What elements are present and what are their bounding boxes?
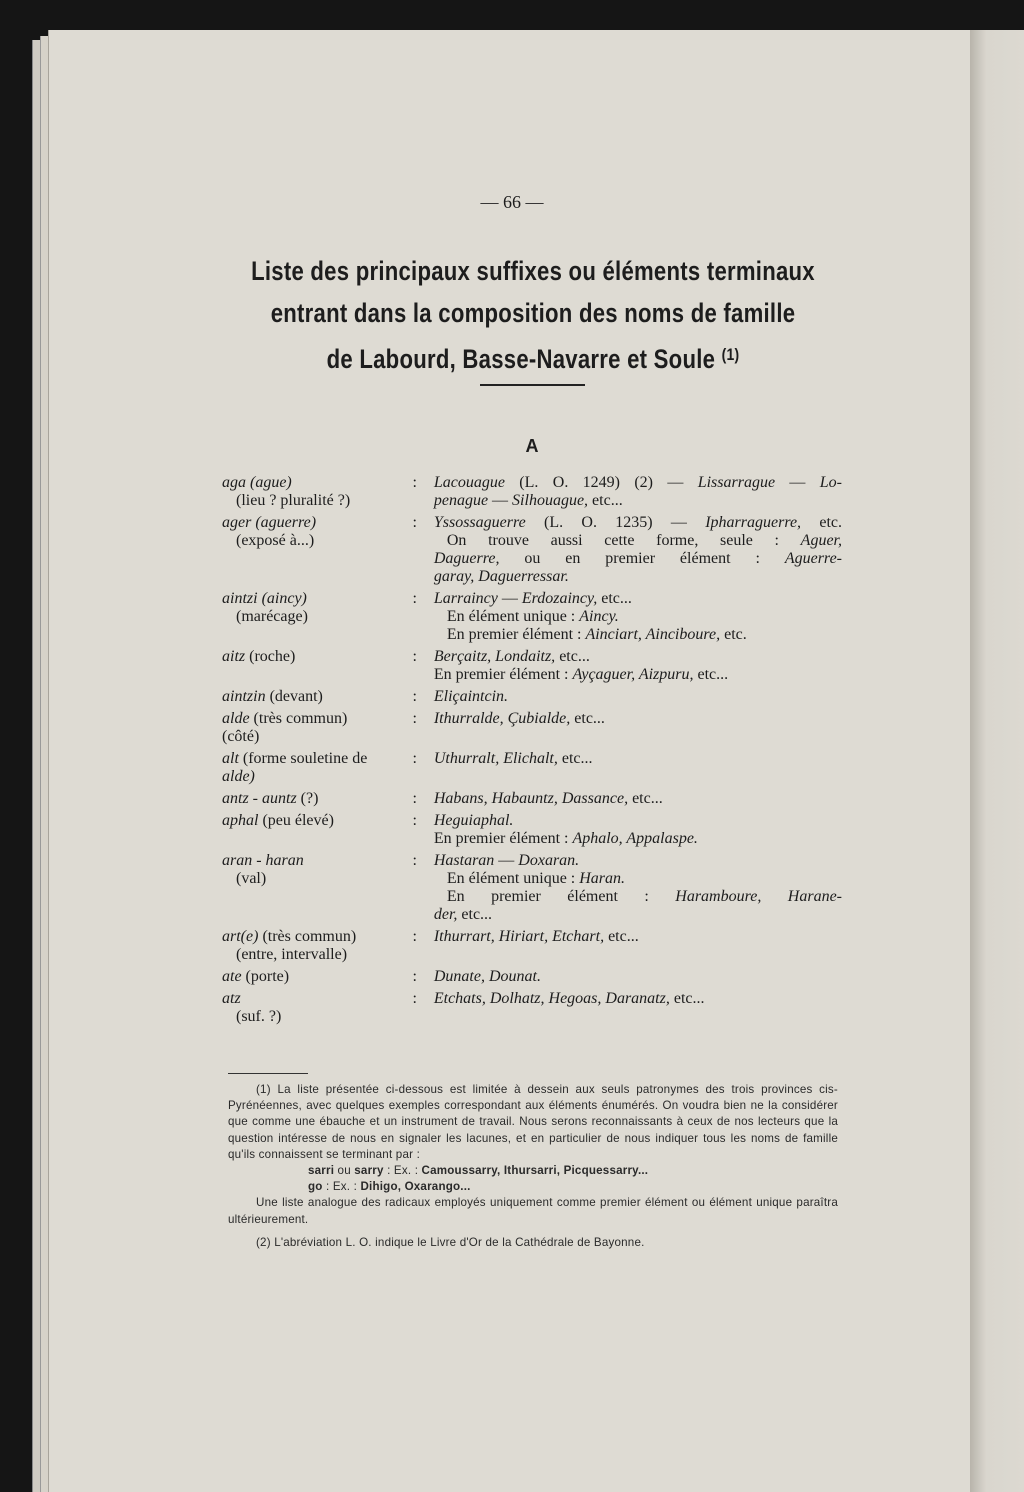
italic-text: aintzin: [222, 688, 266, 705]
text: En premier élément :: [446, 626, 586, 643]
list-entry: [222, 688, 842, 706]
example-line: [434, 688, 842, 706]
text: En premier élément :: [433, 666, 573, 683]
italic-text: Ipharraguerre,: [705, 514, 802, 531]
text: —: [497, 590, 522, 607]
italic-text: Lissarrague: [697, 474, 776, 491]
text: : Ex. :: [383, 1164, 422, 1178]
italic-text: Haran.: [579, 870, 626, 887]
footnote-example: [228, 1179, 838, 1195]
example-line: [434, 550, 842, 568]
footnote-ref: (1): [721, 345, 740, 364]
colon: :: [412, 688, 417, 705]
text: En élément unique :: [446, 608, 580, 625]
page-title: [96, 250, 970, 380]
example-line: [434, 750, 842, 768]
italic-text: antz - auntz: [222, 790, 297, 807]
italic-text: Aincy.: [579, 608, 619, 625]
text: (suf. ?): [236, 1008, 282, 1025]
colon: :: [412, 928, 417, 945]
term-line: [222, 870, 412, 888]
term-line: [222, 852, 412, 870]
italic-text: penague: [433, 492, 489, 509]
term-line: [222, 946, 412, 964]
examples: [434, 590, 842, 644]
example-line: [434, 990, 842, 1008]
list-entry: [222, 812, 842, 848]
colon: :: [412, 990, 417, 1007]
footnote-1-continued: Une liste analogue des radicaux employés uniquement comme premier élément ou élément unique paraîtra ultérieurement.: [228, 1196, 838, 1226]
colon: :: [412, 852, 417, 869]
italic-text: Ithurralde, Çubialde,: [433, 710, 571, 727]
text: (val): [236, 870, 267, 887]
text: En premier élément :: [433, 830, 573, 847]
text: En premier élément :: [446, 888, 676, 905]
examples: [434, 688, 842, 706]
footnote-divider: [228, 1073, 308, 1074]
term-line: [222, 928, 412, 946]
italic-text: alde): [222, 768, 255, 785]
italic-text: Aguer,: [800, 532, 842, 549]
suffix-term: [222, 710, 412, 746]
colon: :: [412, 474, 417, 491]
title-line: Liste des principaux suffixes ou éléments terminaux: [251, 256, 815, 286]
list-entry: [222, 710, 842, 746]
italic-text: Dunate, Dounat.: [433, 968, 541, 985]
text: (très commun): [249, 710, 348, 727]
italic-text: der,: [433, 906, 458, 923]
colon: :: [412, 790, 417, 807]
text: etc...: [557, 750, 593, 767]
suffix-term: [222, 514, 412, 586]
italic-text: aitz: [222, 648, 246, 665]
title-text: de Labourd, Basse-Navarre et Soule: [326, 344, 716, 374]
list-entry: [222, 928, 842, 964]
text: (devant): [265, 688, 323, 705]
title-divider: [480, 384, 585, 386]
italic-text: Habans, Habauntz, Dassance,: [433, 790, 629, 807]
examples: [434, 928, 842, 964]
suffix: go: [308, 1180, 323, 1194]
text: (porte): [241, 968, 290, 985]
italic-text: aphal: [222, 812, 259, 829]
term-line: [222, 750, 412, 768]
italic-text: Yssossaguerre: [433, 514, 526, 531]
suffix-list: [222, 474, 842, 1030]
example-line: [434, 514, 842, 532]
text: etc...: [604, 928, 639, 945]
text: etc...: [628, 790, 663, 807]
term-line: [222, 990, 412, 1008]
text: etc.: [801, 514, 842, 531]
example-line: [434, 928, 842, 946]
example-line: [434, 568, 842, 586]
text: : Ex. :: [322, 1180, 361, 1194]
list-entry: [222, 968, 842, 986]
examples: [434, 710, 842, 746]
list-entry: [222, 990, 842, 1026]
italic-text: Eliçaintcin.: [433, 688, 509, 705]
facing-page-edge: [970, 30, 1024, 1492]
examples: [434, 990, 842, 1026]
list-entry: [222, 590, 842, 644]
suffix-term: [222, 852, 412, 924]
example-line: [434, 608, 842, 626]
text: (?): [296, 790, 319, 807]
term-line: [222, 1008, 412, 1026]
list-entry: [222, 474, 842, 510]
colon: :: [412, 750, 417, 767]
text: ou: [334, 1164, 355, 1178]
text: etc...: [588, 492, 623, 509]
term-line: [222, 710, 412, 728]
italic-text: aga (ague): [222, 474, 292, 491]
italic-text: alt: [222, 750, 239, 767]
term-line: [222, 812, 412, 830]
example-line: [434, 968, 842, 986]
italic-text: Ainciart, Ainciboure,: [585, 626, 721, 643]
text: etc...: [555, 648, 590, 665]
italic-text: Larraincy: [433, 590, 498, 607]
italic-text: Heguiaphal.: [433, 812, 514, 829]
text: (forme souletine de: [238, 750, 368, 767]
suffix-term: [222, 474, 412, 510]
example-line: [434, 590, 842, 608]
colon: :: [412, 590, 417, 607]
text: (marécage): [236, 608, 308, 625]
term-line: [222, 728, 412, 746]
text: —: [775, 474, 820, 491]
term-line: [222, 474, 412, 492]
italic-text: aran - haran: [222, 852, 304, 869]
suffix-term: [222, 990, 412, 1026]
footnote-example: [228, 1163, 838, 1179]
examples: [434, 968, 842, 986]
footnotes: [228, 1082, 838, 1251]
example-line: [434, 710, 842, 728]
term-line: [222, 648, 412, 666]
text: En élément unique :: [446, 870, 580, 887]
examples: [434, 514, 842, 586]
italic-text: Aguerre-: [784, 550, 842, 567]
text: (roche): [245, 648, 296, 665]
italic-text: aintzi (aincy): [222, 590, 307, 607]
example-names: Dihigo, Oxarango...: [360, 1180, 471, 1194]
footnote-1: (1) La liste présentée ci-dessous est limitée à dessein aux seuls patronymes des trois provinces cis-Pyrénéennes, avec quelques exemples correspondant aux éléments énumérés. On voudra bien ne la considérer que comme une ébauche et un instrument de travail. Nous serons reconnaissants à ceux de nos lecteurs que la question intéresse de nous en signaler les lacunes, et en particulier de nous indiquer tous les noms de famille qu'ils connaissent se terminant par :: [228, 1083, 838, 1161]
suffix-term: [222, 968, 412, 986]
italic-text: Haramboure, Harane-: [675, 888, 842, 905]
examples: [434, 648, 842, 684]
suffix-term: [222, 790, 412, 808]
italic-text: Aphalo, Appalaspe.: [572, 830, 698, 847]
text: (peu élevé): [258, 812, 334, 829]
colon: :: [412, 514, 417, 531]
suffix: sarri: [308, 1164, 335, 1178]
term-line: [222, 790, 412, 808]
text: etc.: [720, 626, 747, 643]
suffix-term: [222, 648, 412, 684]
term-line: [222, 492, 412, 510]
italic-text: Ithurrart, Hiriart, Etchart,: [433, 928, 605, 945]
suffix-term: [222, 688, 412, 706]
text: (L. O. 1235) —: [525, 514, 706, 531]
italic-text: Ayçaguer, Aizpuru,: [572, 666, 694, 683]
italic-text: Silhouague,: [512, 492, 589, 509]
term-line: [222, 532, 412, 550]
text: etc...: [457, 906, 493, 923]
text: ou en premier élément :: [499, 550, 785, 567]
suffix-term: [222, 590, 412, 644]
suffix-term: [222, 812, 412, 848]
italic-text: Lo-: [819, 474, 842, 491]
text: etc...: [597, 590, 632, 607]
list-entry: [222, 648, 842, 684]
examples: [434, 474, 842, 510]
text: —: [488, 492, 513, 509]
colon: :: [412, 812, 417, 829]
examples: [434, 750, 842, 786]
example-line: [434, 852, 842, 870]
title-line: entrant dans la composition des noms de famille: [270, 298, 796, 328]
section-letter: A: [525, 436, 539, 456]
page-number: — 66 —: [480, 192, 544, 212]
text: (entre, intervalle): [236, 946, 348, 963]
title-line: [96, 334, 970, 380]
text: On trouve aussi cette forme, seule :: [446, 532, 801, 549]
example-line: [434, 648, 842, 666]
examples: [434, 812, 842, 848]
list-entry: [222, 852, 842, 924]
text: (très commun): [258, 928, 357, 945]
text: (L. O. 1249) (2) —: [504, 474, 698, 491]
term-line: [222, 608, 412, 626]
term-line: [222, 968, 412, 986]
italic-text: alde: [222, 710, 250, 727]
example-line: [434, 830, 842, 848]
suffix: sarry: [354, 1164, 384, 1178]
italic-text: art(e): [222, 928, 259, 945]
text: (lieu ? pluralité ?): [236, 492, 351, 509]
list-entry: [222, 790, 842, 808]
example-line: [434, 626, 842, 644]
example-line: [434, 492, 842, 510]
example-line: [434, 666, 842, 684]
italic-text: Berçaitz, Londaitz,: [433, 648, 556, 665]
text: etc...: [570, 710, 605, 727]
italic-text: garay, Daguerressar.: [433, 568, 569, 585]
italic-text: Lacouague: [433, 474, 505, 491]
examples: [434, 852, 842, 924]
example-line: [434, 888, 842, 906]
example-line: [434, 906, 842, 924]
term-line: [222, 514, 412, 532]
list-entry: [222, 514, 842, 586]
text: (exposé à...): [236, 532, 315, 549]
italic-text: ager (aguerre): [222, 514, 317, 531]
italic-text: Erdozaincy,: [521, 590, 598, 607]
italic-text: Doxaran.: [518, 852, 580, 869]
term-line: [222, 768, 412, 786]
italic-text: atz: [222, 990, 241, 1007]
italic-text: Daguerre,: [433, 550, 500, 567]
text: etc...: [693, 666, 729, 683]
example-line: [434, 474, 842, 492]
colon: :: [412, 648, 417, 665]
term-line: [222, 688, 412, 706]
examples: [434, 790, 842, 808]
example-line: [434, 812, 842, 830]
example-names: Camoussarry, Ithursarri, Picquessarry...: [421, 1164, 649, 1178]
colon: :: [412, 710, 417, 727]
term-line: [222, 590, 412, 608]
suffix-term: [222, 928, 412, 964]
text: —: [494, 852, 519, 869]
italic-text: Uthurralt, Elichalt,: [433, 750, 558, 767]
italic-text: ate: [222, 968, 242, 985]
italic-text: Hastaran: [433, 852, 495, 869]
example-line: [434, 790, 842, 808]
italic-text: Etchats, Dolhatz, Hegoas, Daranatz,: [433, 990, 670, 1007]
list-entry: [222, 750, 842, 786]
example-line: [434, 532, 842, 550]
suffix-term: [222, 750, 412, 786]
colon: :: [412, 968, 417, 985]
example-line: [434, 870, 842, 888]
text: etc...: [669, 990, 705, 1007]
footnote-2: (2) L'abréviation L. O. indique le Livre d'Or de la Cathédrale de Bayonne.: [256, 1235, 645, 1249]
text: (côté): [222, 728, 260, 745]
